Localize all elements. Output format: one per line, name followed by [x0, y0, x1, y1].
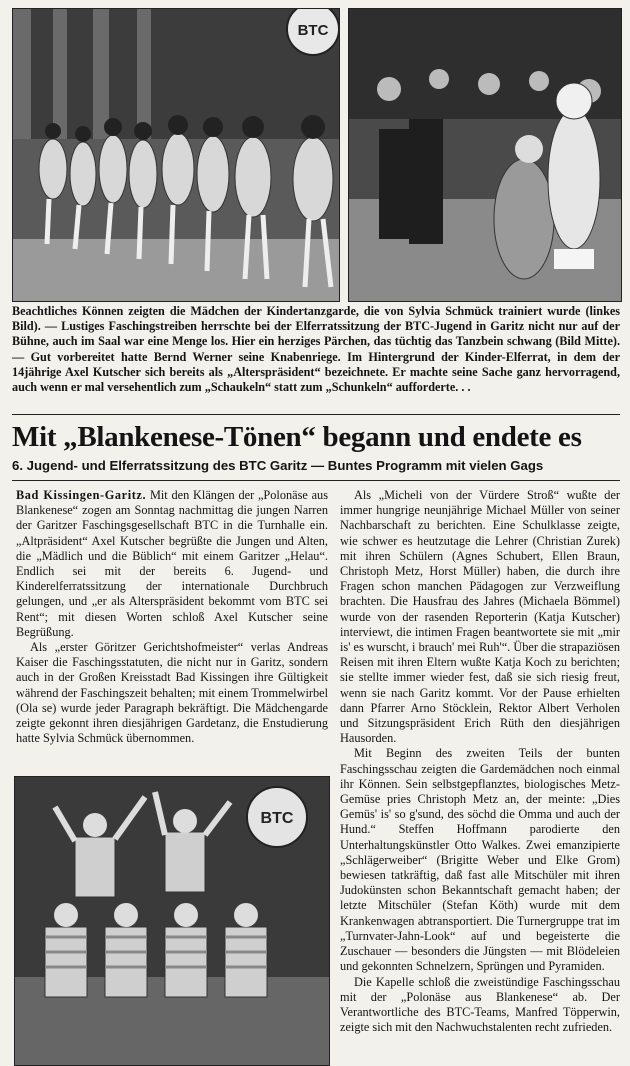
- article-paragraph-5: Die Kapelle schloß die zweistündige Faschingsschau mit der „Polonäse aus Blankenese“ ab. Der Verantwortliche des BTC-Teams, Manfred Töpperwin, zeigte sich mit den Nachwuchstalenten recht zufrieden.: [340, 974, 620, 1035]
- photo-knabenriege: [14, 776, 330, 1066]
- article-paragraph-3: Als „Micheli von der Vürdere Stroß“ wußte der immer hungrige neunjährige Michael Müller von seiner Nachbarschaft zu berichten. Eine Schulklasse zeigte, wie schwer es heutzutage die Lehrer (Christian Zurek) mit ihren Schülern (Agnes Schubert, Ellen Braun, Christoph Metz, Horst Müller) haben, die durch ihre Fragen schon manchen Pädagogen zur Verzweiflung brachten. Die Hausfrau des Jahres (Michaela Bömmel) wurde von der rasenden Reporterin (Katja Kutscher) interviewt, die intimen Fragen beantwortete sie mit „mir is' es wurscht, i brauch' mei Ruh'“. Über die strapaziösen Reisen mit ihren Eltern wußte Katja Koch zu berichten; sie stellte immer wieder fest, daß sie sich riesig freut, wenn sie nach Garitz kommt. Vor der Pause erhielten dann Pfarrer Arno Stöcklein, Rektor Albert Verholen und Sitzungspräsident Erich Rüth den diesjährigen Hausorden.: [340, 488, 620, 746]
- headline-rule: [12, 414, 620, 415]
- article-paragraph-2: Als „erster Göritzer Gerichtshofmeister“ verlas Andreas Kaiser die Faschingsstatuten, die nicht nur in Garitz, sondern auch in der Großen Kreisstadt Bad Kissingen ihre Gültigkeit während der Faschingszeit behalten; mit einem Trommelwirbel (Ola se) wurde jeder Paragraph bekräftigt. Die Mädchengarde zeigte gekonnt ihren diesjährigen Gardetanz, die Enstudierung hatte Sylvia Schmück übernommen.: [16, 640, 328, 746]
- btc-banner-text-bottom: BTC: [260, 810, 294, 827]
- btc-banner-text: BTC: [297, 22, 329, 39]
- photo-kindertanzgarde: [12, 8, 340, 302]
- subheadline-rule: [12, 480, 620, 481]
- article-column-left: [16, 488, 328, 746]
- article-headline: Mit „Blankenese-Tönen“ begann und endete es: [12, 421, 582, 453]
- article-column-right: [340, 488, 620, 1035]
- photo-tanzendes-paerchen: [348, 8, 622, 302]
- article-subheadline: 6. Jugend- und Elferratssitzung des BTC Garitz — Buntes Programm mit vielen Gags: [12, 458, 544, 473]
- photo-caption: Beachtliches Können zeigten die Mädchen der Kindertanzgarde, die von Sylvia Schmück trainiert wurde (linkes Bild). — Lustiges Faschingstreiben herrschte bei der Elferratssitzung der BTC-Jugend in Garitz nicht nur auf der Bühne, auch im Saal war eine Menge los. Hier ein herziges Pärchen, das tüchtig das Tanzbein schwang (Bild Mitte). — Gut vorbereitet hatte Bernd Werner seine Knabenriege. Im Hintergrund der Kinder-Elferrat, in dem der 14jährige Axel Kutscher sich bereits als „Alterspräsident“ bezeichnete. Er machte seine Sache ganz hervorragend, auch wenn er mal versehentlich zum „Schaukeln“ statt zum „Schunkeln“ aufforderte. . .: [12, 304, 620, 395]
- article-paragraph-1: Mit den Klängen der „Polonäse aus Blankenese“ zogen am Sonntag nachmittag die jungen Narren der Garitzer Faschingsgesellschaft BTC in die Turnhalle ein. „Altpräsident“ Axel Kutscher begrüßte die Jungen und Alten, die „Mädlich und die Büblich“ mit einem Garitzer „Helau“. Endlich sei mit der bereits 6. Jugend- und Kinderelferratssitzung der internationale Durchbruch gelungen, und „er als Alterspräsident bekommt vom BTC sei Rent“; mit diesen Worten schloß Axel Kutscher seine Begrüßung.: [16, 488, 328, 639]
- article-paragraph-4: Mit Beginn des zweiten Teils der bunten Faschingsschau zeigten die Gardemädchen noch einmal ihr Können. Sein selbstgepflanztes, biologisches Metz-Gemüse pries Christoph Metz an, der meinte: „Dies Gemüs' is' so g'sund, des söchd die Omma und auch der Hund.“ Steffen Hoffmann parodierte den Unterhaltungskünstler Otto Walkes. Zwei emanzipierte „Schlägerweiber“ (Brigitte Weber und Elke Grom) bewiesen tatkräftig, daß fast alle Mitschüler mit ihren Judokünsten schon Bekanntschaft gemacht haben; der letzte Mitschüler (Stefan Köth) wurde mit dem Krankenwagen abtransportiert. Die Turnergruppe trat im „Turnvater-Jahn-Look“ auf und begeisterte die Zuschauer — besonders die Jüngsten — mit Blödeleien und gekonnten Schnelzern, Sprüngen und Pyramiden.: [340, 746, 620, 974]
- article-dateline: Bad Kissingen-Garitz.: [16, 488, 147, 502]
